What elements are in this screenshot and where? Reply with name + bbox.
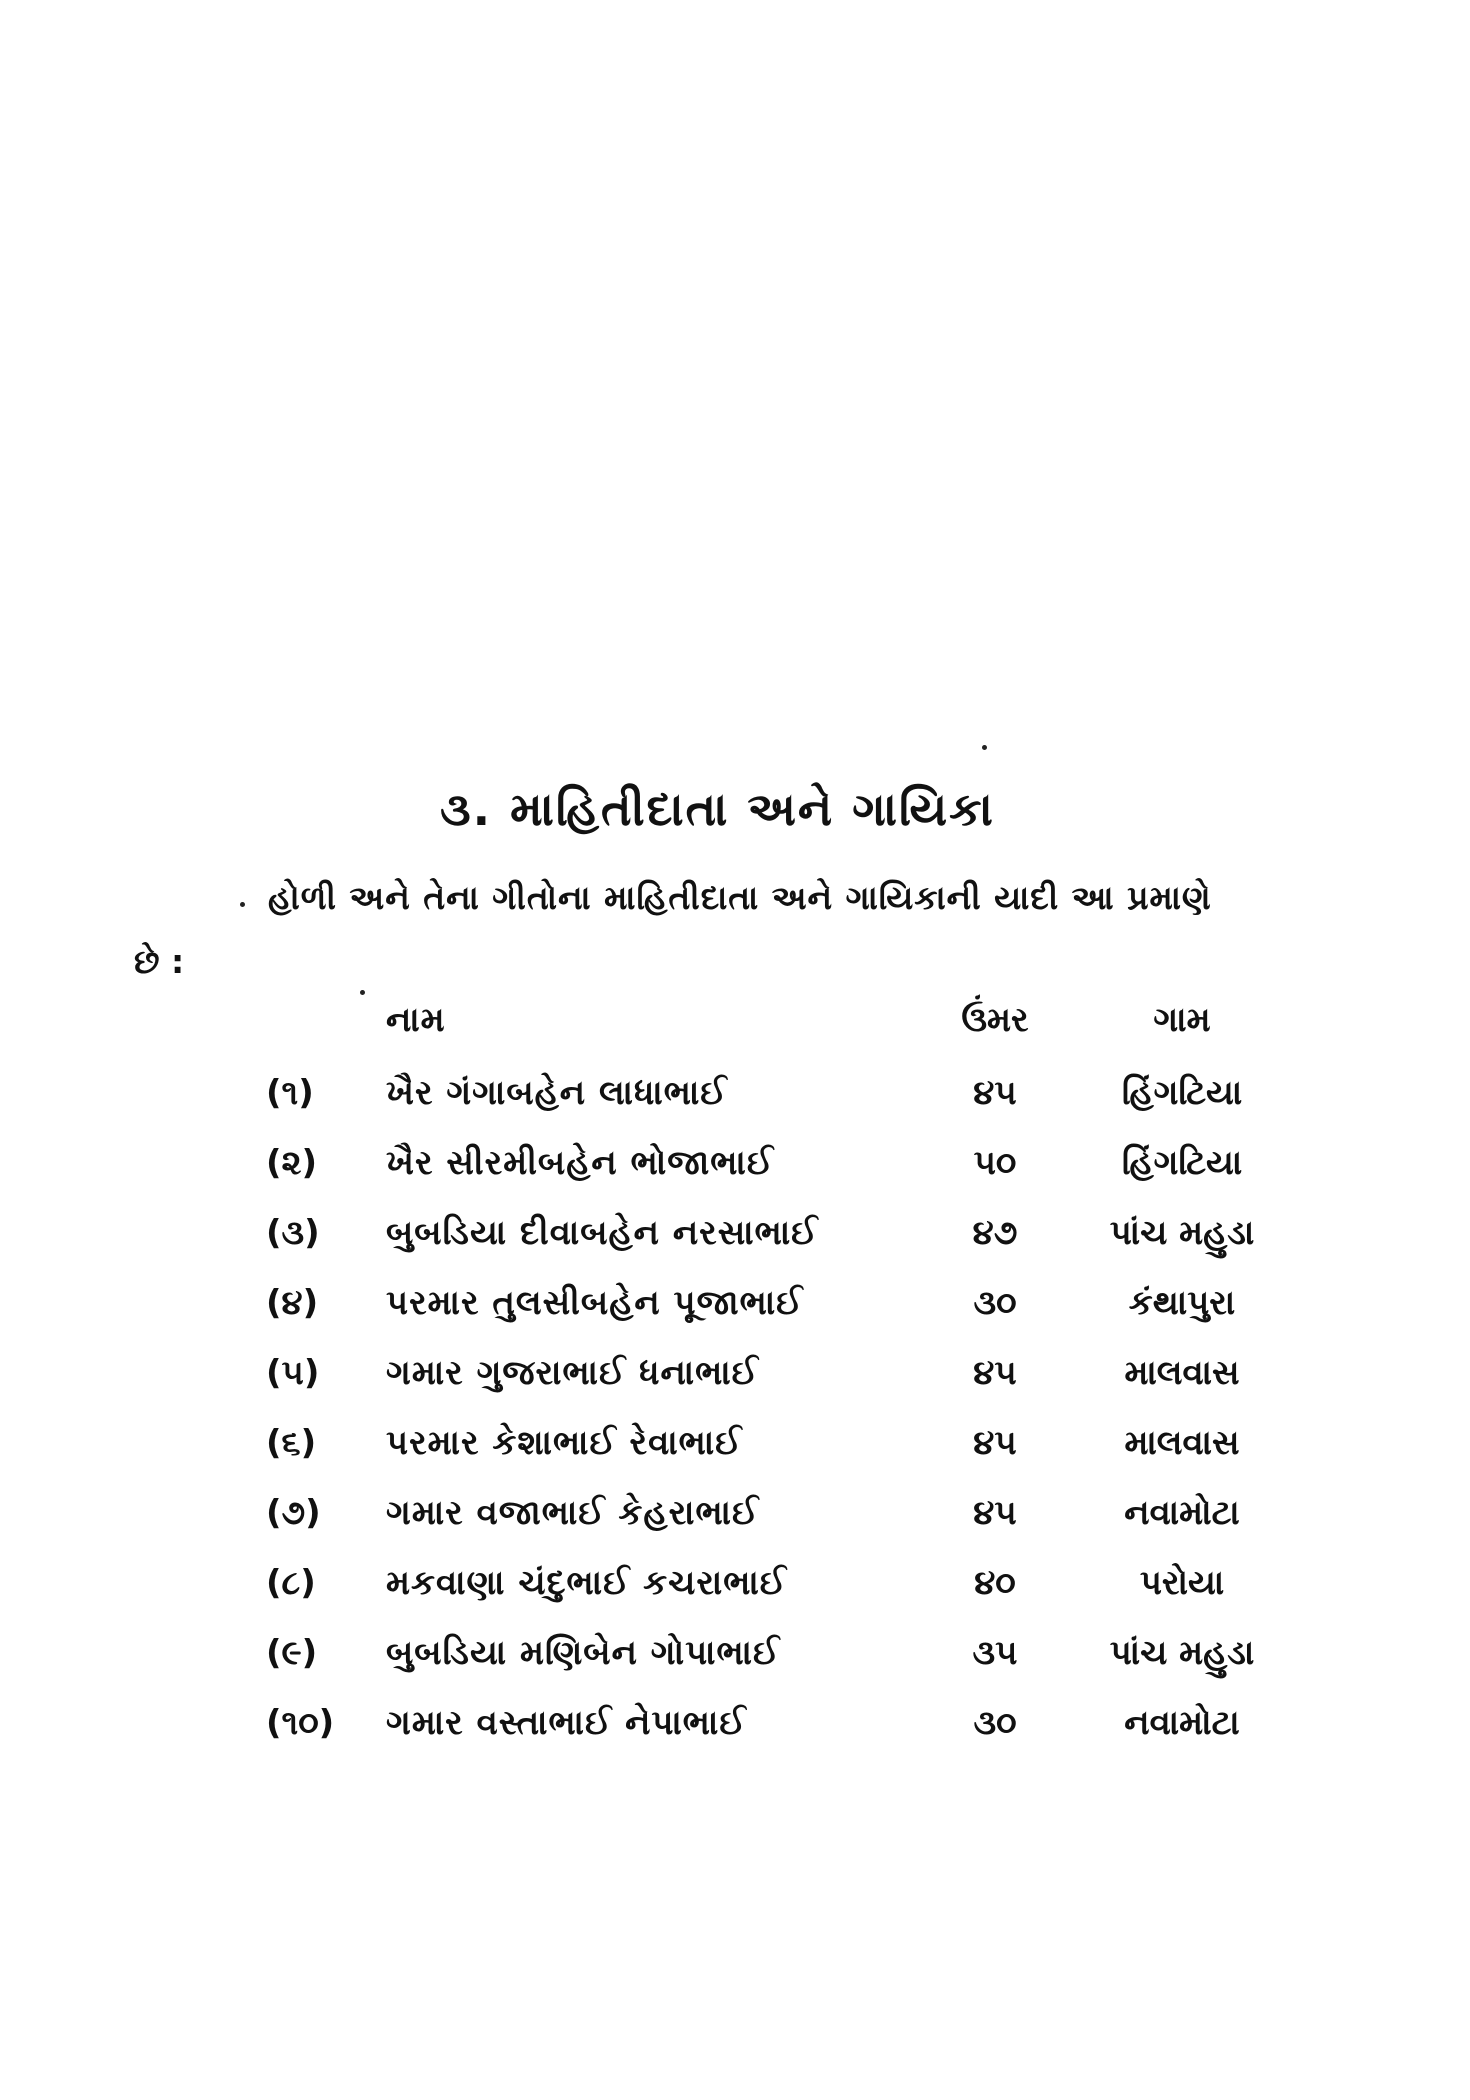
row-age: ૪૫	[973, 1353, 1017, 1393]
row-village: પરોયા	[1139, 1563, 1225, 1603]
row-number: (૧)	[266, 1073, 314, 1113]
row-village: નવામોટા	[1124, 1493, 1240, 1533]
intro-paragraph-continuation: છે :	[134, 942, 185, 981]
row-village: હિંગટિયા	[1121, 1143, 1243, 1183]
table-header	[0, 1000, 1470, 1060]
row-age: ૪૫	[973, 1493, 1017, 1533]
row-age: ૩૦	[973, 1703, 1017, 1743]
table-row	[0, 1213, 1470, 1273]
row-age: ૪૫	[973, 1073, 1017, 1113]
table-row	[0, 1563, 1470, 1623]
row-number: (૭)	[266, 1493, 321, 1533]
row-name: ગમાર ગુજરાભાઈ ધનાભાઈ	[386, 1353, 759, 1393]
row-name: ખૈર ગંગાબહેન લાધાભાઈ	[386, 1073, 728, 1113]
row-name: ખૈર સીરમીબહેન ભોજાભાઈ	[386, 1143, 775, 1183]
row-number: (૩)	[266, 1213, 320, 1253]
row-village: નવામોટા	[1124, 1703, 1240, 1743]
table-row	[0, 1353, 1470, 1413]
row-village: હિંગટિયા	[1121, 1073, 1243, 1113]
row-name: મકવાણા ચંદુભાઈ કચરાભાઈ	[386, 1563, 788, 1603]
row-age: ૪૭	[972, 1213, 1018, 1253]
header-age: ઉંમર	[961, 1000, 1029, 1040]
row-village: માલવાસ	[1124, 1353, 1240, 1393]
row-name: ગમાર વસ્તાભાઈ નેપાભાઈ	[386, 1703, 747, 1743]
print-speck	[240, 902, 245, 907]
table-row	[0, 1423, 1470, 1483]
section-title: ૩. માહિતીદાતા અને ગાયિકા	[440, 782, 995, 836]
row-number: (૧૦)	[266, 1703, 335, 1743]
row-age: ૫૦	[973, 1143, 1017, 1183]
table-row	[0, 1283, 1470, 1343]
row-name: પરમાર તુલસીબહેન પૂજાભાઈ	[386, 1283, 804, 1323]
table-row	[0, 1703, 1470, 1763]
print-speck	[982, 745, 987, 750]
table-row	[0, 1633, 1470, 1693]
row-name: બુબડિયા દીવાબહેન નરસાભાઈ	[386, 1213, 819, 1253]
table-row	[0, 1143, 1470, 1203]
row-age: ૪૫	[973, 1423, 1017, 1463]
header-village: ગામ	[1153, 1000, 1211, 1040]
table-row	[0, 1493, 1470, 1553]
row-name: ગમાર વજાભાઈ કેહરાભાઈ	[386, 1493, 760, 1533]
row-name: બુબડિયા મણિબેન ગોપાભાઈ	[386, 1633, 781, 1673]
row-name: પરમાર કેશાભાઈ રેવાભાઈ	[386, 1423, 743, 1463]
table-row	[0, 1073, 1470, 1133]
header-name: નામ	[386, 1000, 446, 1040]
row-age: ૪૦	[974, 1563, 1016, 1603]
row-village: કંથાપુરા	[1128, 1283, 1236, 1323]
intro-paragraph-line: હોળી અને તેના ગીતોના માહિતીદાતા અને ગાયિકાની યાદી આ પ્રમાણે	[268, 878, 1212, 917]
row-number: (૬)	[266, 1423, 317, 1463]
row-age: ૩૫	[972, 1633, 1018, 1673]
row-village: પાંચ મહુડા	[1109, 1213, 1255, 1253]
row-number: (૯)	[266, 1633, 318, 1673]
row-village: પાંચ મહુડા	[1109, 1633, 1255, 1673]
row-village: માલવાસ	[1124, 1423, 1240, 1463]
row-number: (૪)	[266, 1283, 319, 1323]
row-age: ૩૦	[973, 1283, 1017, 1323]
row-number: (૫)	[266, 1353, 320, 1393]
row-number: (૨)	[266, 1143, 318, 1183]
row-number: (૮)	[266, 1563, 316, 1603]
print-speck	[360, 990, 365, 995]
